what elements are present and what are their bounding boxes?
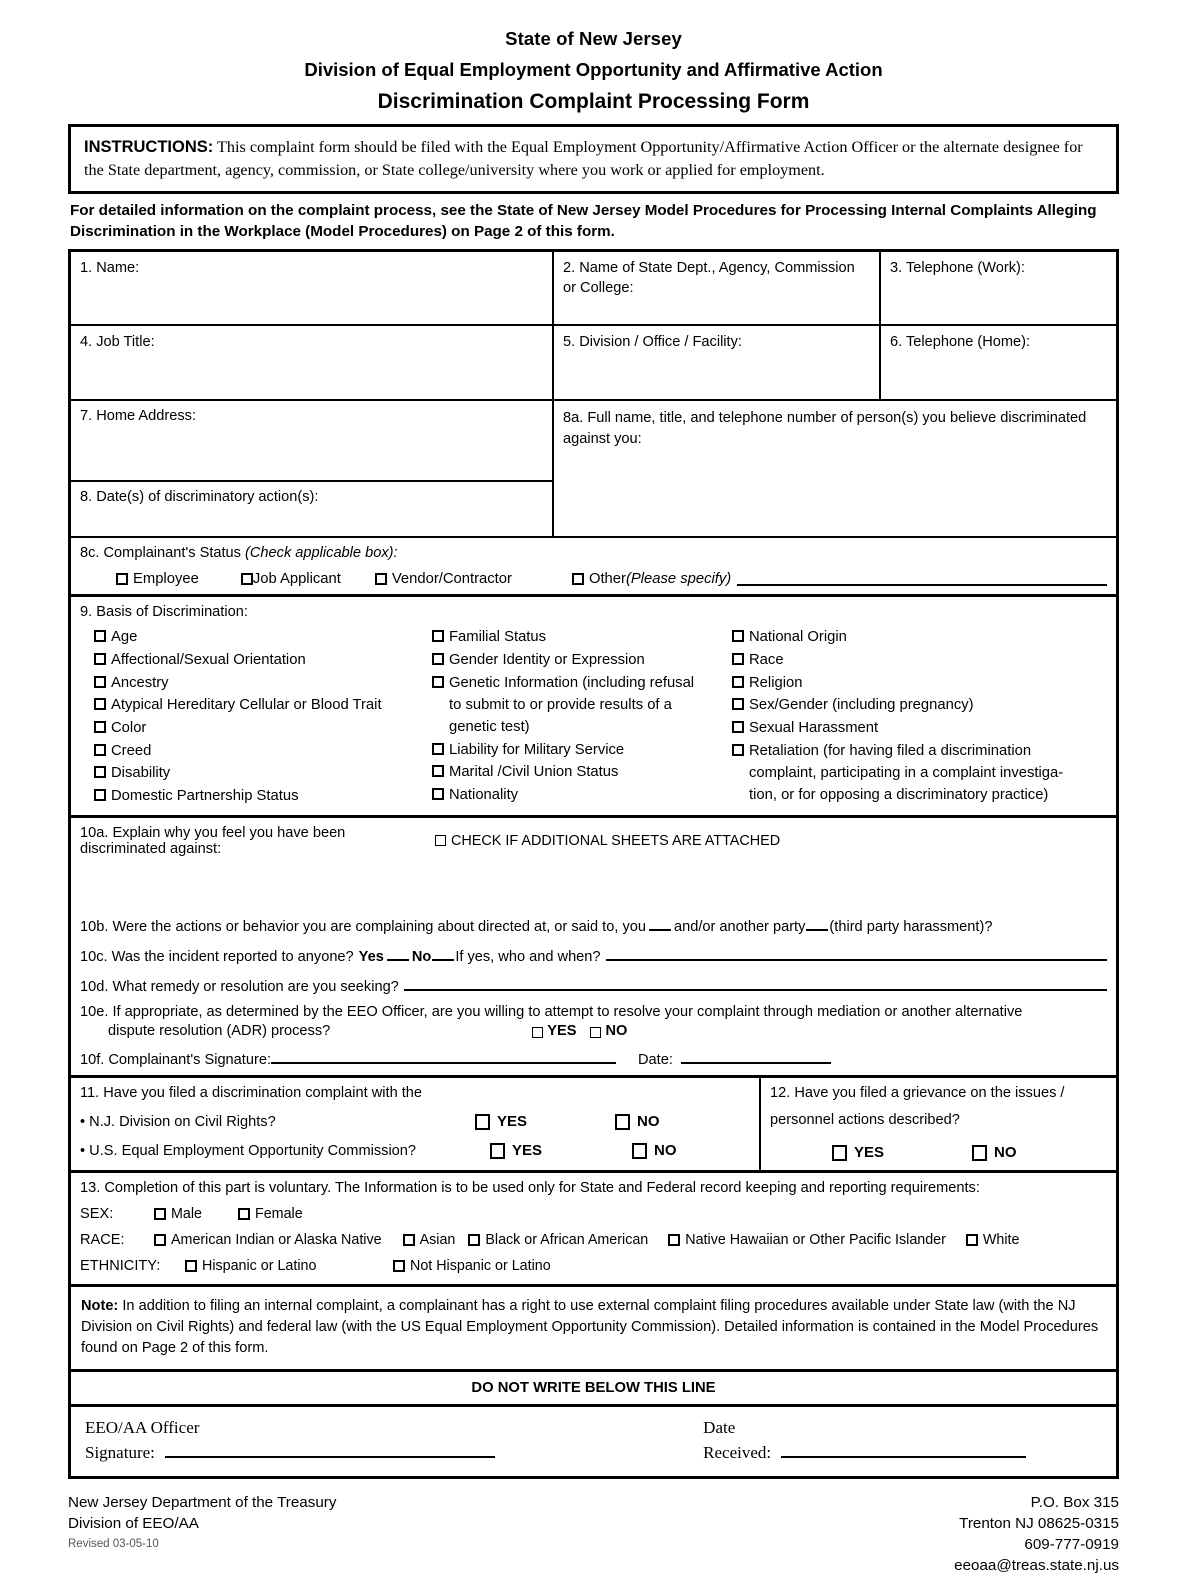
question-11-item1-yes[interactable] (475, 1113, 615, 1130)
checkbox-icon[interactable] (590, 1027, 601, 1038)
basis-retaliation-continuation-2: tion, or for opposing a discriminatory practice) (749, 787, 1049, 804)
basis-option-label: Sexual Harassment (749, 719, 879, 736)
field-phone-work-label[interactable]: 3. Telephone (Work): (890, 260, 1025, 277)
basis-option-label: Disability (111, 765, 171, 782)
checkbox-icon[interactable] (94, 698, 106, 710)
question-11-heading: 11. Have you filed a discrimination complaint with the (80, 1085, 423, 1102)
checkbox-icon[interactable] (475, 1114, 490, 1130)
question-10b-row (80, 919, 1107, 935)
race-option-label: American Indian or Alaska Native (171, 1232, 382, 1249)
no-label: NO (994, 1144, 1017, 1162)
question-11-item-2-row (80, 1142, 750, 1159)
race-option-asian[interactable] (403, 1232, 456, 1248)
status-other-input-line[interactable] (737, 573, 1107, 586)
additional-sheets-label: CHECK IF ADDITIONAL SHEETS ARE ATTACHED (451, 832, 781, 849)
status-option-employee[interactable] (116, 571, 199, 587)
checkbox-icon[interactable] (668, 1234, 680, 1246)
basis-option-label: Nationality (449, 786, 519, 803)
table-row (71, 326, 1116, 401)
date-received-row (703, 1443, 1102, 1463)
checkbox-icon[interactable] (432, 765, 444, 777)
basis-option-label: Genetic Information (including refusal (449, 674, 695, 691)
checkbox-icon[interactable] (94, 721, 106, 733)
question-10e-yesno-group (532, 1022, 627, 1042)
checkbox-icon[interactable] (966, 1234, 978, 1246)
basis-option-religion[interactable] (732, 672, 1092, 694)
ethnicity-row (80, 1258, 1107, 1274)
checkbox-icon[interactable] (732, 676, 744, 688)
question-10e-line2: dispute resolution (ADR) process? (108, 1023, 331, 1040)
instructions-text: This complaint form should be filed with the Equal Employment Opportunity/Affirmative Action Officer or the alternate designee for the State department, agency, commission, or State college/university where you work or applied for employment. (84, 138, 1083, 179)
prior-filings-section (68, 1078, 1119, 1173)
status-options-row (80, 571, 1107, 587)
question-10f-row (80, 1051, 1107, 1068)
question-12-yesno-row (770, 1144, 1107, 1161)
date-received-group (703, 1418, 1102, 1463)
eeo-officer-label: EEO/AA Officer (85, 1417, 200, 1437)
race-option-label: Black or African American (485, 1232, 649, 1249)
eeo-officer-section (68, 1407, 1119, 1479)
complainant-signature-line[interactable] (271, 1051, 616, 1064)
ethnicity-option-label: Not Hispanic or Latino (410, 1258, 551, 1275)
checkbox-icon[interactable] (972, 1145, 987, 1161)
race-option-label: White (982, 1232, 1020, 1249)
question-10c-no-label: No (411, 948, 432, 965)
checkbox-icon[interactable] (432, 676, 444, 688)
question-11-item-1-label: • N.J. Division on Civil Rights? (80, 1113, 276, 1130)
question-13-heading: 13. Completion of this part is voluntary. The Information is to be used only for State and Federal record keeping and reporting requirements: (80, 1180, 980, 1197)
eeo-signature-row (85, 1443, 703, 1463)
race-option-black-african-american[interactable] (468, 1232, 648, 1248)
status-option-label: Employee (133, 571, 199, 588)
race-option-american-indian[interactable] (154, 1232, 382, 1248)
detailed-info-note: For detailed information on the complaint process, see the State of New Jersey Model Procedures for Processing Internal Complaints Alleging Discrimination in the Workplace (Model Procedures) on Page 2 of this form. (70, 202, 1097, 240)
basis-retaliation-continuation-1: complaint, participating in a complaint investiga- (749, 765, 1064, 782)
basis-option-marital-civil-union[interactable] (432, 761, 732, 783)
question-12-no[interactable] (972, 1144, 1017, 1161)
question-10a-row (80, 825, 1107, 857)
sex-option-male[interactable] (154, 1206, 202, 1222)
checkbox-icon[interactable] (432, 630, 444, 642)
question-10c-yes-blank[interactable] (387, 949, 409, 961)
checkbox-icon[interactable] (432, 788, 444, 800)
checkbox-icon[interactable] (432, 743, 444, 755)
checkbox-icon[interactable] (732, 721, 744, 733)
checkbox-icon[interactable] (732, 630, 744, 642)
form-title: Discrimination Complaint Processing Form (377, 90, 810, 113)
basis-option-age[interactable] (94, 626, 432, 648)
field-division-label[interactable]: 5. Division / Office / Facility: (554, 326, 881, 399)
date-received-label-2: Received: (703, 1442, 772, 1462)
checkbox-icon[interactable] (116, 573, 128, 585)
basis-option-label: Marital /Civil Union Status (449, 764, 619, 781)
basis-option-color[interactable] (94, 717, 432, 739)
checkbox-icon[interactable] (94, 789, 106, 801)
footer-department: New Jersey Department of the Treasury (68, 1493, 337, 1511)
question-10c-part2: If yes, who and when? (455, 948, 601, 965)
table-row (71, 401, 1116, 538)
race-option-label: Native Hawaiian or Other Pacific Islander (685, 1232, 946, 1249)
footer-left (68, 1493, 688, 1576)
sex-option-label: Female (255, 1206, 303, 1223)
basis-heading: 9. Basis of Discrimination: (80, 604, 248, 621)
race-option-white[interactable] (966, 1232, 1020, 1248)
basis-column-2 (432, 626, 732, 808)
checkbox-icon[interactable] (432, 653, 444, 665)
basis-option-sex-gender[interactable] (732, 694, 1092, 716)
instructions-box (68, 124, 1119, 194)
race-row (80, 1232, 1107, 1248)
question-10d-row (80, 978, 1107, 995)
checkbox-icon[interactable] (94, 653, 106, 665)
ethnicity-option-label: Hispanic or Latino (202, 1258, 317, 1275)
basis-option-liability-military-service[interactable] (432, 739, 732, 761)
question-12-yes[interactable] (832, 1144, 972, 1161)
checkbox-icon[interactable] (393, 1260, 405, 1272)
sex-option-label: Male (171, 1206, 202, 1223)
checkbox-icon[interactable] (615, 1114, 630, 1130)
race-option-native-hawaiian[interactable] (668, 1232, 946, 1248)
question-10b-blank-1[interactable] (649, 919, 671, 931)
checkbox-icon[interactable] (94, 744, 106, 756)
checkbox-icon[interactable] (732, 698, 744, 710)
basis-option-label: Religion (749, 674, 803, 691)
sex-label: SEX: (80, 1206, 114, 1223)
basis-option-label: Liability for Military Service (449, 741, 625, 758)
no-label: NO (654, 1142, 677, 1160)
yes-label: YES (854, 1144, 885, 1162)
basis-option-disability[interactable] (94, 762, 432, 784)
basis-option-label: Affectional/Sexual Orientation (111, 651, 306, 668)
checkbox-icon[interactable] (832, 1145, 847, 1161)
basis-option-label: Gender Identity or Expression (449, 651, 645, 668)
question-10d-answer-line[interactable] (404, 978, 1107, 991)
question-10e-line1: 10e. If appropriate, as determined by the EEO Officer, are you willing to attempt to resolve your complaint through mediation or another alternative (80, 1003, 1023, 1020)
status-other-label: Other (588, 571, 626, 588)
agency-state-line: State of New Jersey (505, 28, 682, 49)
basis-option-label: Color (111, 719, 147, 736)
basis-option-national-origin[interactable] (732, 626, 1092, 648)
checkbox-icon[interactable] (375, 573, 387, 585)
checkbox-icon[interactable] (241, 573, 253, 585)
yes-label: YES (512, 1142, 543, 1160)
external-filing-note (68, 1287, 1119, 1372)
basis-option-label: Ancestry (111, 674, 169, 691)
eeo-signature-line[interactable] (165, 1444, 495, 1458)
basis-option-race[interactable] (732, 649, 1092, 671)
checkbox-icon[interactable] (532, 1027, 543, 1038)
basis-option-familial-status[interactable] (432, 626, 732, 648)
note-label: Note: (81, 1298, 119, 1315)
question-10d-label: 10d. What remedy or resolution are you seeking? (80, 978, 399, 995)
field-name-label[interactable]: 1. Name: (71, 252, 554, 324)
complainant-status-section (68, 538, 1119, 597)
question-11-item-1-row (80, 1113, 750, 1130)
field-home-address-label[interactable]: 7. Home Address: (71, 401, 552, 482)
question-10c-answer-line[interactable] (606, 948, 1107, 961)
date-received-line[interactable] (781, 1444, 1026, 1458)
basis-option-nationality[interactable] (432, 784, 732, 806)
question-10e-block (80, 1003, 1107, 1042)
race-option-label: Asian (419, 1232, 456, 1249)
checkbox-icon[interactable] (94, 630, 106, 642)
footer-email: eeoaa@treas.state.nj.us (954, 1556, 1119, 1574)
basis-option-genetic-information[interactable] (432, 672, 732, 694)
date-received-label-1: Date (703, 1417, 736, 1437)
footer-revision-date: Revised 03-05-10 (68, 1537, 159, 1550)
checkbox-icon[interactable] (468, 1234, 480, 1246)
basis-genetic-continuation-1: to submit to or provide results of a (449, 697, 672, 714)
ethnicity-option-not-hispanic[interactable] (393, 1258, 551, 1274)
basis-option-label: Age (111, 629, 138, 646)
footer-city-state-zip: Trenton NJ 08625-0315 (959, 1514, 1119, 1532)
footer-po-box: P.O. Box 315 (1030, 1493, 1119, 1511)
checkbox-icon[interactable] (403, 1234, 415, 1246)
agency-division-line: Division of Equal Employment Opportunity and Affirmative Action (304, 59, 883, 80)
question-10e-yes-label: YES (547, 1023, 577, 1040)
question-12-block (761, 1078, 1116, 1170)
sex-row (80, 1206, 1107, 1222)
basis-genetic-continuation-2: genetic test) (449, 719, 530, 736)
sex-option-female[interactable] (238, 1206, 303, 1222)
question-10c-yes-label: Yes (358, 948, 384, 965)
eeo-signature-label: Signature: (85, 1442, 155, 1462)
basis-option-domestic-partnership[interactable] (94, 785, 432, 807)
question-10f-date-label: Date: (638, 1052, 673, 1069)
checkbox-icon[interactable] (238, 1208, 250, 1220)
question-10a-label: 10a. Explain why you feel you have been discriminated against: (80, 824, 346, 857)
basis-option-label: Sex/Gender (including pregnancy) (749, 697, 974, 714)
complainant-status-heading (80, 545, 1107, 561)
field-job-title-label[interactable]: 4. Job Title: (71, 326, 554, 399)
question-10b-part2: and/or another party (673, 918, 806, 935)
basis-option-gender-identity[interactable] (432, 649, 732, 671)
yes-label: YES (497, 1113, 528, 1131)
basis-option-label: Familial Status (449, 629, 547, 646)
checkbox-icon[interactable] (632, 1143, 647, 1159)
applicant-info-table (68, 249, 1119, 538)
basis-option-sexual-harassment[interactable] (732, 717, 1092, 739)
do-not-write-banner: DO NOT WRITE BELOW THIS LINE (68, 1372, 1119, 1407)
checkbox-icon[interactable] (94, 676, 106, 688)
status-other-italic: (Please specify) (625, 571, 732, 588)
field-accused-persons-label[interactable]: 8a. Full name, title, and telephone number of person(s) you believe discriminated against you: (563, 410, 1087, 447)
question-12-line2: personnel actions described? (770, 1112, 960, 1129)
basis-option-label: Atypical Hereditary Cellular or Blood Trait (111, 697, 382, 714)
field-dept-label[interactable]: 2. Name of State Dept., Agency, Commission or College: (554, 252, 881, 324)
status-heading-italic: (Check applicable box): (245, 545, 398, 562)
question-11-block (71, 1078, 761, 1170)
basis-option-label: Creed (111, 742, 152, 759)
question-10e-line2-row (80, 1022, 1107, 1042)
question-10c-no-blank[interactable] (432, 949, 454, 961)
basis-column-3 (732, 626, 1092, 808)
status-option-vendor-contractor[interactable] (375, 571, 512, 587)
basis-option-atypical-hereditary-trait[interactable] (94, 694, 432, 716)
checkbox-icon[interactable] (154, 1234, 166, 1246)
question-11-item2-yes[interactable] (490, 1142, 632, 1159)
basis-option-label: Retaliation (for having filed a discrimination (749, 742, 1032, 759)
question-10f-label: 10f. Complainant's Signature: (80, 1052, 271, 1069)
basis-option-ancestry[interactable] (94, 672, 432, 694)
checkbox-icon[interactable] (732, 744, 744, 756)
question-10b-part1: 10b. Were the actions or behavior you are complaining about directed at, or said to, you (80, 918, 646, 935)
status-heading-text: 8c. Complainant's Status (80, 545, 246, 562)
checkbox-icon[interactable] (185, 1260, 197, 1272)
eeo-signature-group (85, 1418, 703, 1463)
complainant-date-line[interactable] (681, 1051, 831, 1064)
field-dates-label[interactable]: 8. Date(s) of discriminatory action(s): (80, 489, 319, 506)
basis-option-label: Domestic Partnership Status (111, 787, 299, 804)
checkbox-icon[interactable] (435, 835, 446, 846)
basis-option-label: Race (749, 651, 784, 668)
basis-option-label: National Origin (749, 629, 847, 646)
basis-of-discrimination-section (68, 597, 1119, 818)
status-option-label: Job Applicant (252, 571, 341, 588)
form-header (0, 0, 1187, 114)
instructions-label: INSTRUCTIONS: (84, 138, 214, 156)
checkbox-icon[interactable] (94, 766, 106, 778)
page-footer (68, 1493, 1119, 1576)
question-10b-blank-2[interactable] (806, 919, 828, 931)
question-12-line1: 12. Have you filed a grievance on the issues / (770, 1085, 1065, 1102)
question-11-item2-no[interactable] (632, 1142, 677, 1159)
basis-option-affectional-sexual-orientation[interactable] (94, 649, 432, 671)
checkbox-icon[interactable] (154, 1208, 166, 1220)
field-phone-home-label[interactable]: 6. Telephone (Home): (890, 334, 1031, 351)
question-10a-answer-area[interactable] (80, 857, 1107, 913)
footer-division: Division of EEO/AA (68, 1514, 199, 1532)
narrative-section (68, 818, 1119, 1078)
ethnicity-option-hispanic[interactable] (185, 1258, 393, 1274)
footer-right (688, 1493, 1119, 1576)
question-10c-row (80, 948, 1107, 965)
status-option-job-applicant[interactable] (241, 571, 341, 587)
question-10c-part1: 10c. Was the incident reported to anyone? (80, 948, 354, 965)
basis-column-1 (94, 626, 432, 808)
basis-option-creed[interactable] (94, 740, 432, 762)
question-11-item1-no[interactable] (615, 1113, 660, 1130)
question-10e-no-label: NO (605, 1023, 628, 1040)
checkbox-icon[interactable] (490, 1143, 505, 1159)
voluntary-demographics-section (68, 1173, 1119, 1287)
additional-sheets-checkbox-row[interactable] (435, 825, 780, 857)
question-11-item-2-label: • U.S. Equal Employment Opportunity Commission? (80, 1142, 417, 1159)
footer-phone: 609-777-0919 (1024, 1535, 1119, 1553)
note-text: In addition to filing an internal complaint, a complainant has a right to use external complaint filing procedures available under State law (with the NJ Division on Civil Rights) and federal law (with the US Equal Employment Opportunity Commission). Detailed information is contained in the Model Procedures found on Page 2 of this form. (81, 1298, 1099, 1356)
checkbox-icon[interactable] (572, 573, 584, 585)
question-10b-part3: (third party harassment)? (829, 918, 993, 935)
basis-option-retaliation[interactable] (732, 740, 1092, 762)
status-option-label: Vendor/Contractor (391, 571, 512, 588)
checkbox-icon[interactable] (732, 653, 744, 665)
table-row (71, 252, 1116, 326)
no-label: NO (637, 1113, 660, 1131)
race-label: RACE: (80, 1232, 125, 1249)
status-option-other[interactable] (572, 571, 731, 587)
ethnicity-label: ETHNICITY: (80, 1258, 161, 1275)
address-date-group (71, 401, 554, 536)
